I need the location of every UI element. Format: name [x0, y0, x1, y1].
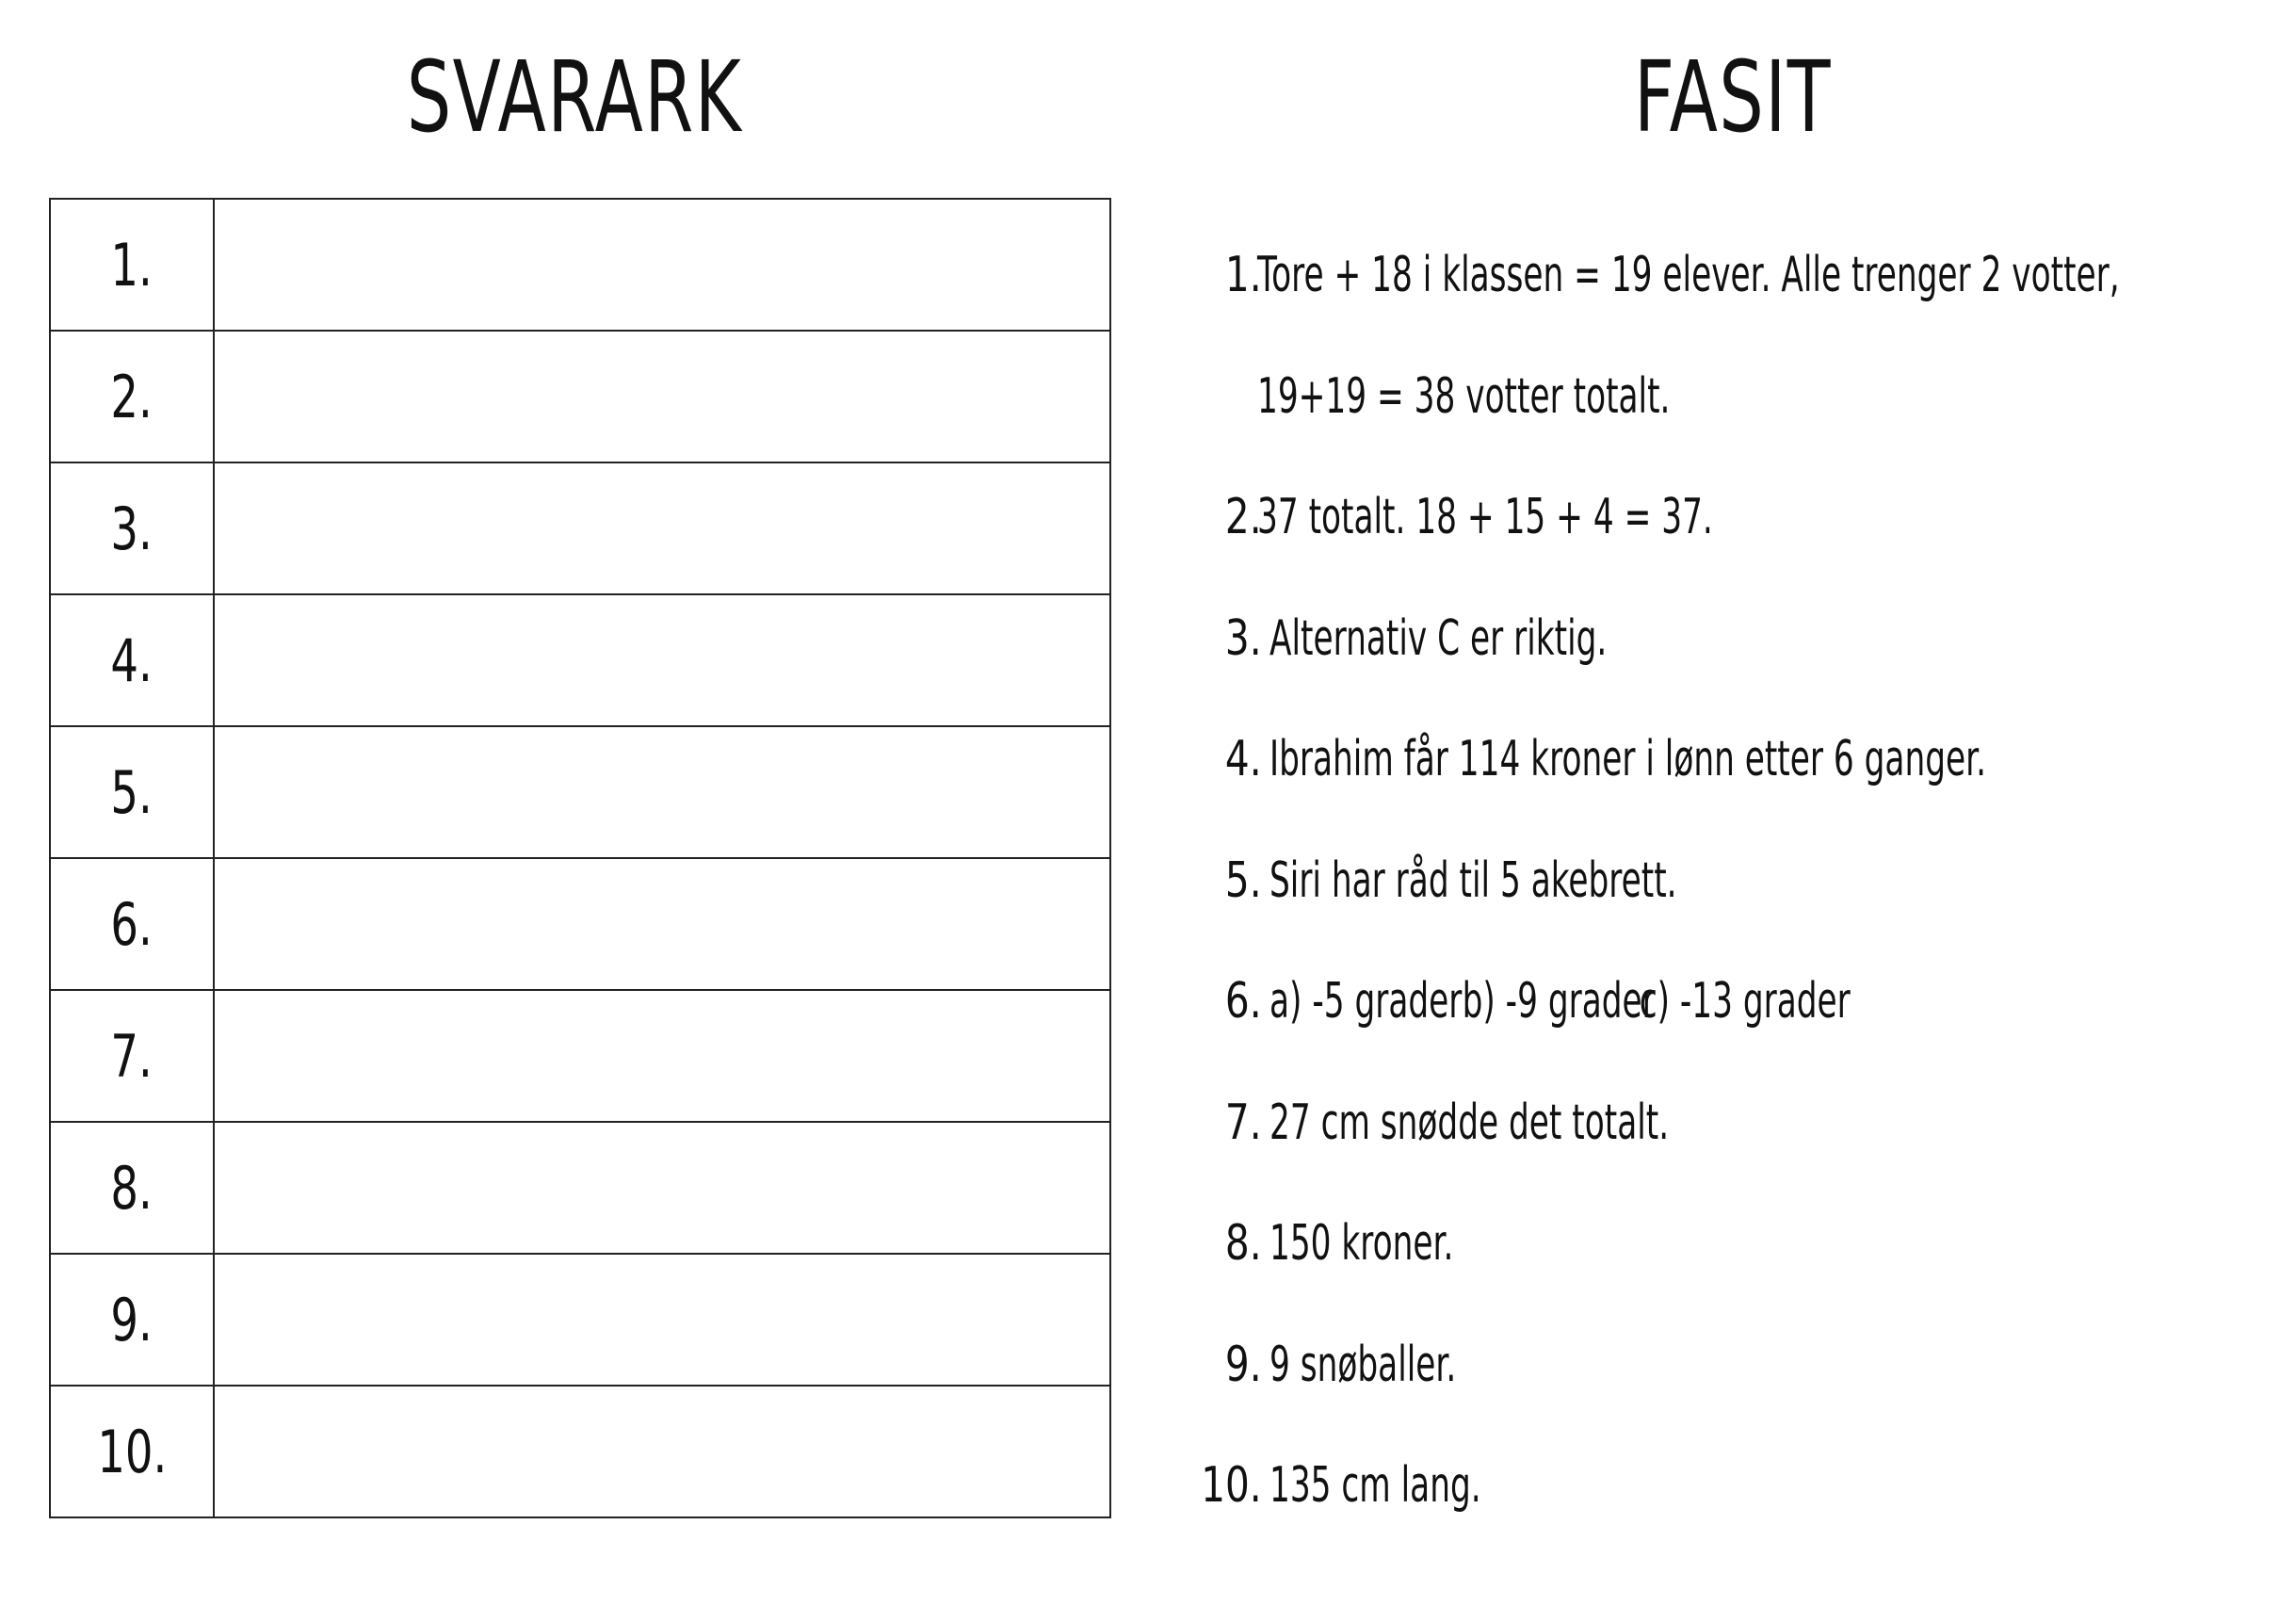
answer-key-text: 37 totalt. 18 + 15 + 4 = 37.	[1257, 489, 1713, 545]
answer-key-text: 27 cm snødde det totalt.	[1269, 1094, 1670, 1151]
answer-row	[50, 462, 1110, 594]
answer-key-item	[1168, 1425, 2288, 1547]
answer-row-number: 7.	[50, 990, 214, 1122]
answer-field[interactable]	[214, 1122, 1110, 1254]
answer-key-item	[1168, 578, 2288, 700]
answer-field[interactable]	[214, 331, 1110, 462]
answer-key-item	[1168, 699, 2288, 820]
answer-key-text	[1269, 941, 1851, 1062]
answer-row-number: 6.	[50, 858, 214, 990]
answer-key-item	[1168, 1062, 2288, 1184]
answer-field[interactable]	[214, 1386, 1110, 1517]
answer-row-number: 2.	[50, 331, 214, 462]
answer-key-item	[1168, 1183, 2288, 1305]
answer-key-text: 9 snøballer.	[1269, 1336, 1457, 1393]
answer-field[interactable]	[214, 990, 1110, 1122]
answer-key-list	[1168, 215, 2288, 1547]
answer-key-number: 5.	[1225, 852, 1262, 909]
answer-row	[50, 726, 1110, 858]
answer-row-number: 4.	[50, 594, 214, 726]
answer-key-number: 8.	[1225, 1215, 1262, 1272]
answer-key-number: 9.	[1225, 1336, 1262, 1393]
answer-field[interactable]	[214, 594, 1110, 726]
answer-row-number: 10.	[50, 1386, 214, 1517]
answer-key-item	[1168, 215, 2288, 336]
answer-key-number: 7.	[1225, 1094, 1262, 1151]
fasit-title: FASIT	[1634, 40, 1832, 154]
answer-field[interactable]	[214, 1254, 1110, 1386]
answer-key-item	[1168, 457, 2288, 578]
answer-key-continuation	[1168, 336, 2288, 458]
answer-row-number: 9.	[50, 1254, 214, 1386]
answer-row	[50, 1122, 1110, 1254]
answer-row-number: 5.	[50, 726, 214, 858]
answer-key-text: 19+19 = 38 votter totalt.	[1257, 367, 1671, 425]
answer-field[interactable]	[214, 858, 1110, 990]
answer-row	[50, 1386, 1110, 1517]
answer-row	[50, 594, 1110, 726]
answer-key-number: 3.	[1225, 609, 1262, 667]
answer-key-number: 2.	[1225, 489, 1262, 545]
answer-field[interactable]	[214, 199, 1110, 331]
answer-row	[50, 858, 1110, 990]
answer-key-text: Siri har råd til 5 akebrett.	[1269, 852, 1677, 909]
answer-key-text: 150 kroner.	[1269, 1215, 1454, 1272]
answer-row	[50, 199, 1110, 331]
answer-key-text: 135 cm lang.	[1269, 1457, 1481, 1514]
answer-row	[50, 990, 1110, 1122]
answer-key-number: 4.	[1225, 731, 1262, 787]
answer-key-item	[1168, 941, 2288, 1062]
answer-sheet-table	[49, 198, 1111, 1518]
answer-part-b: b) -9 grader	[1462, 973, 1656, 1030]
answer-row	[50, 331, 1110, 462]
answer-part-c: c) -13 grader	[1639, 973, 1851, 1030]
answer-key-number: 1.	[1225, 247, 1262, 303]
answer-row-number: 3.	[50, 462, 214, 594]
answer-key-number: 10.	[1201, 1457, 1262, 1514]
answer-row-number: 1.	[50, 199, 214, 331]
answer-row	[50, 1254, 1110, 1386]
answer-key-item	[1168, 820, 2288, 942]
answer-part-a: a) -5 grader	[1269, 973, 1463, 1030]
answer-key-text: Ibrahim får 114 kroner i lønn etter 6 ganger.	[1269, 731, 1986, 787]
answer-field[interactable]	[214, 726, 1110, 858]
answer-field[interactable]	[214, 462, 1110, 594]
answer-key-text: Tore + 18 i klassen = 19 elever. Alle trenger 2 votter,	[1257, 247, 2120, 303]
answer-key-item	[1168, 1305, 2288, 1426]
answer-key-text: Alternativ C er riktig.	[1269, 609, 1608, 667]
svarark-title: SVARARK	[406, 40, 743, 154]
answer-row-number: 8.	[50, 1122, 214, 1254]
answer-key-number: 6.	[1225, 973, 1262, 1030]
